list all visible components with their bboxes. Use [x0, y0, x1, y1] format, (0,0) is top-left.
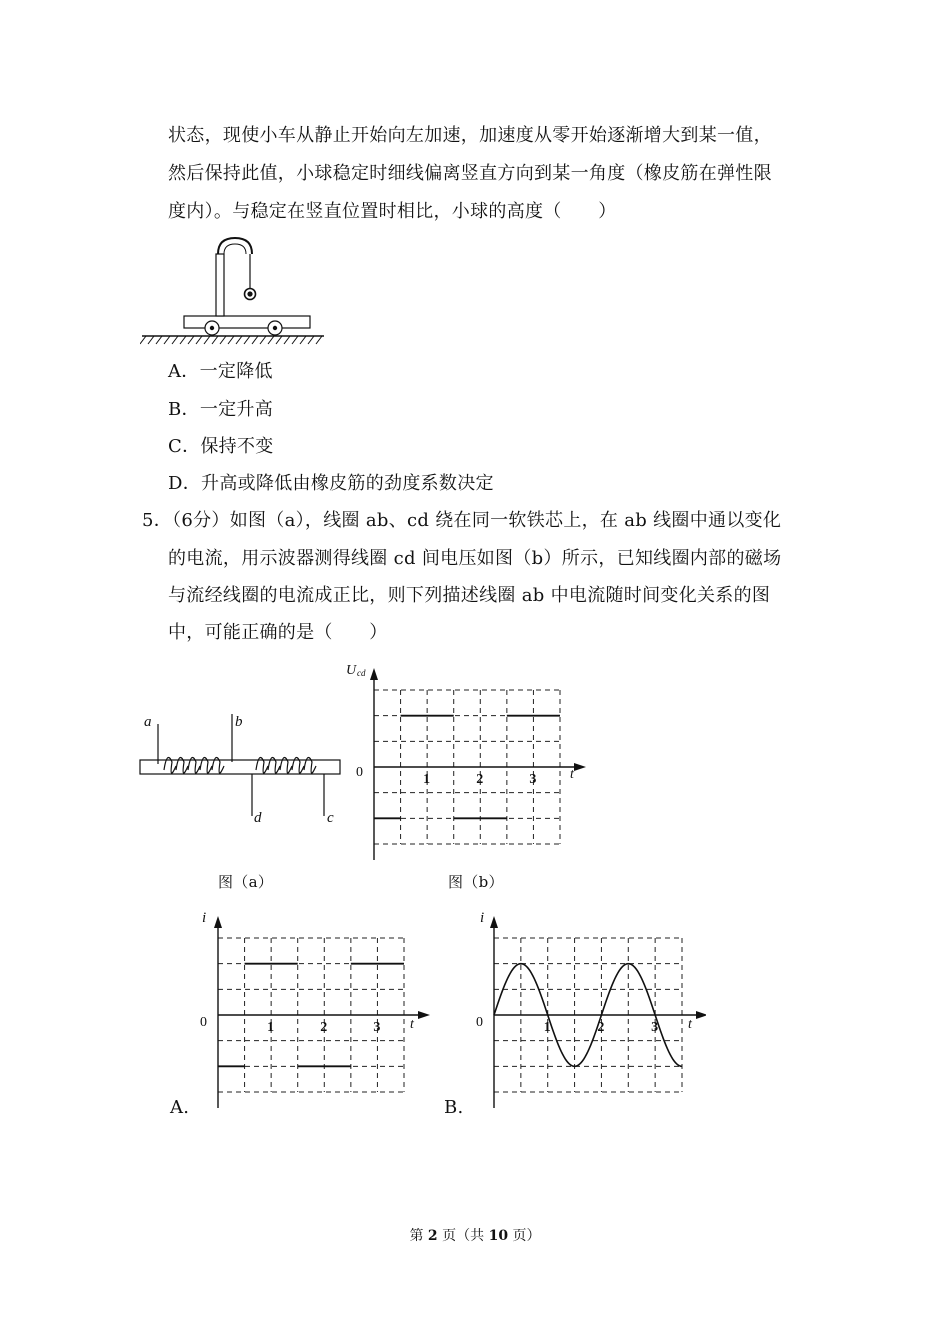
y-axis-arrow [214, 916, 222, 928]
chart-ucd-ylabel-sub: cd [357, 668, 366, 678]
q4-line-1: 状态，现使小车从静止开始向左加速，加速度从零开始逐渐增大到某一值， [168, 125, 772, 146]
page-footer [0, 1226, 950, 1246]
chart-a-xlabel: t [410, 1017, 414, 1032]
chart-ucd-ylabel: U [346, 663, 357, 678]
x-axis-arrow [418, 1011, 430, 1019]
footer-page: 2 [427, 1228, 438, 1244]
footer-post: 页） [512, 1228, 541, 1244]
chart-option-a [180, 904, 430, 1116]
footer-mid: 页（共 [442, 1228, 485, 1244]
q5-line-1: 5．（6分）如图（a），线圈 ab、cd 绕在同一软铁芯上，在 ab 线圈中通以变化 [142, 510, 782, 531]
footer-total: 10 [488, 1228, 509, 1244]
chart-a-origin: 0 [200, 1015, 207, 1030]
chart-b-ylabel: i [480, 910, 485, 926]
footer-pre: 第 [409, 1228, 424, 1244]
q4-line-3: 度内）。与稳定在竖直位置时相比，小球的高度（ ） [168, 201, 617, 222]
option-b-label: B. [444, 1097, 464, 1118]
coil-label-d: d [254, 810, 262, 826]
x-tick-label-1: 1 [543, 1020, 551, 1035]
x-tick-label-1: 1 [267, 1020, 275, 1035]
y-axis-arrow [370, 668, 378, 680]
coil-label-b: b [235, 714, 243, 730]
x-tick-label-2: 2 [320, 1020, 328, 1035]
x-tick-label-3: 3 [651, 1020, 659, 1035]
y-axis-arrow [490, 916, 498, 928]
q4-option-d: D．升高或降低由橡皮筋的劲度系数决定 [168, 473, 494, 494]
chart-ucd [338, 654, 598, 866]
q5-line-3: 与流经线圈的电流成正比，则下列描述线圈 ab 中电流随时间变化关系的图 [168, 585, 771, 606]
x-tick-label-1: 1 [423, 772, 431, 787]
x-axis-arrow [574, 763, 586, 771]
chart-b-xlabel: t [688, 1017, 692, 1032]
x-tick-label-2: 2 [597, 1020, 605, 1035]
cart-pendulum-figure [140, 232, 330, 348]
chart-a-ylabel: i [202, 910, 207, 926]
q4-option-c: C．保持不变 [168, 436, 274, 457]
option-a-label: A. [170, 1097, 190, 1118]
coil-label-c: c [327, 810, 334, 826]
caption-b: 图（b） [448, 873, 504, 891]
q4-option-b: B．一定升高 [168, 399, 274, 420]
x-axis-arrow [696, 1011, 706, 1019]
q5-line-4: 中，可能正确的是（ ） [168, 622, 388, 643]
chart-option-b [456, 904, 706, 1116]
chart-ucd-origin: 0 [356, 765, 363, 780]
q5-line-2: 的电流，用示波器测得线圈 cd 间电压如图（b）所示，已知线圈内部的磁场 [168, 548, 782, 569]
x-tick-label-2: 2 [476, 772, 484, 787]
q4-line-2: 然后保持此值，小球稳定时细线偏离竖直方向到某一角度（橡皮筋在弹性限 [168, 163, 772, 184]
coil-label-a: a [144, 714, 152, 730]
caption-a: 图（a） [218, 873, 274, 891]
x-tick-label-3: 3 [373, 1020, 381, 1035]
chart-ucd-xlabel: t [570, 767, 574, 782]
x-tick-label-3: 3 [529, 772, 537, 787]
coil-figure [136, 706, 346, 830]
q4-option-a: A．一定降低 [168, 361, 273, 382]
chart-b-origin: 0 [476, 1015, 483, 1030]
